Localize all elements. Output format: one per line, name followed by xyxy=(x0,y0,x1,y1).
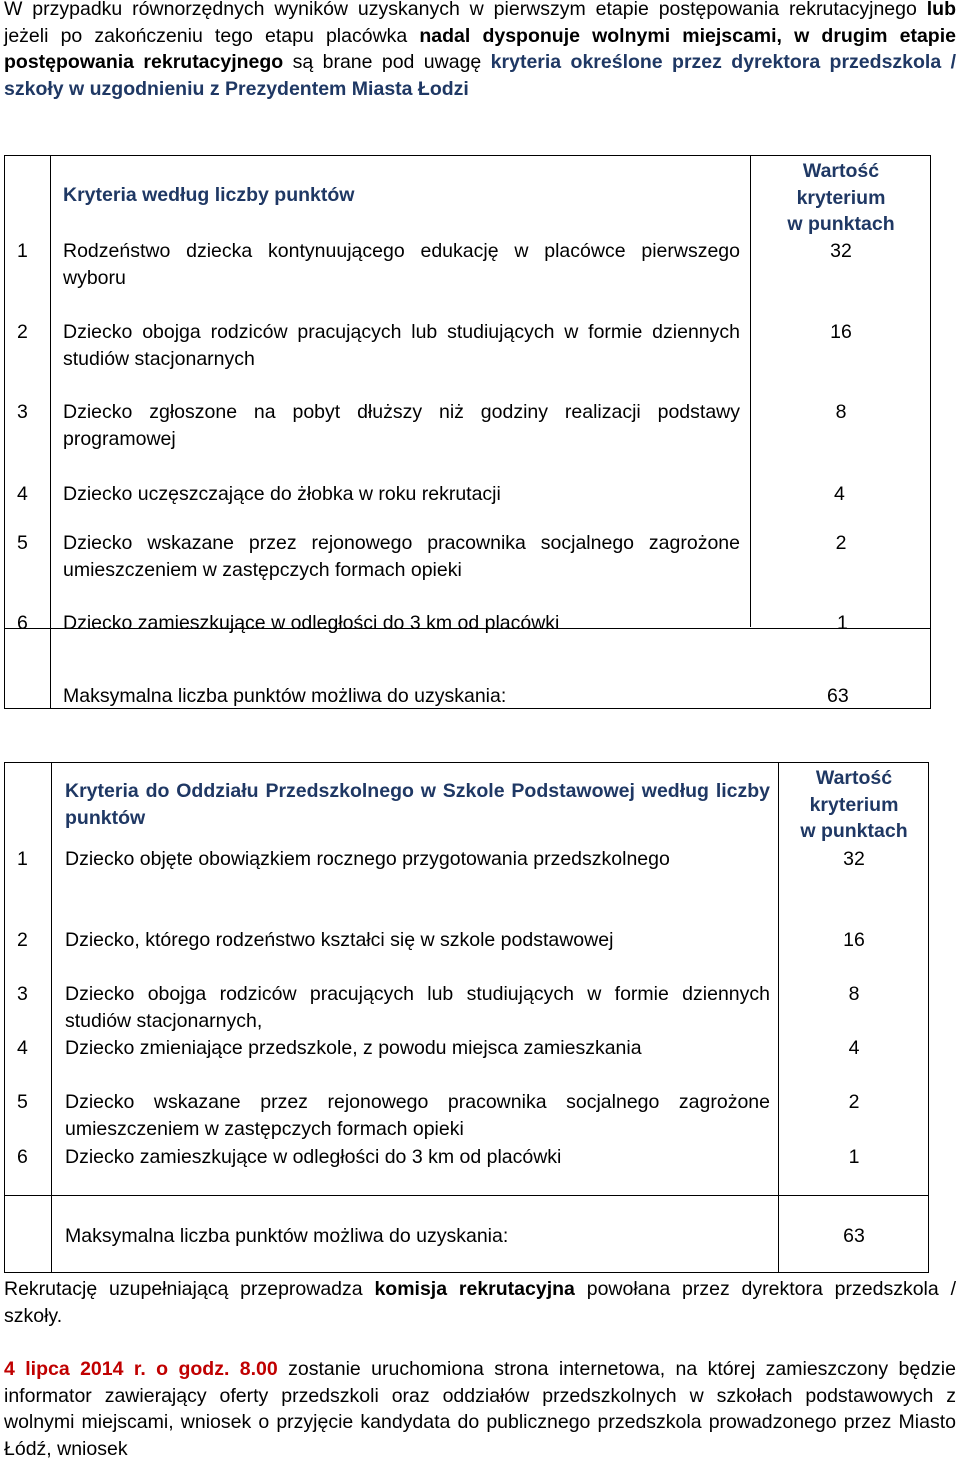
row-criterion: Dziecko zmieniające przedszkole, z powodu miejsca zamieszkania xyxy=(65,1037,642,1059)
row-criterion: Dziecko obojga rodziców pracujących lub studiujących w formie dziennych studiów stacjonarnych xyxy=(63,321,740,370)
value-header-line: Wartość xyxy=(802,160,880,182)
row-number: 1 xyxy=(17,240,28,262)
value-header-line: kryterium xyxy=(809,793,899,816)
table-divider xyxy=(5,1195,928,1196)
table2-header: Kryteria do Oddziału Przedszkolnego w Szkole Podstawowej według liczby punktów xyxy=(65,780,770,829)
row-number: 2 xyxy=(17,321,28,343)
row-criterion: Dziecko obojga rodziców pracujących lub studiujących w formie dziennych studiów stacjonarnych, xyxy=(65,983,770,1032)
intro-text-3: jeżeli po zakończeniu tego etapu placówka xyxy=(4,24,420,47)
row-criterion: Dziecko zamieszkujące w odległości do 3 km od placówki xyxy=(63,612,560,634)
intro-paragraph xyxy=(4,0,956,102)
max-points-value: 63 xyxy=(827,685,849,707)
value-header-line: kryterium xyxy=(796,186,886,209)
row-criterion: Dziecko objęte obowiązkiem rocznego przygotowania przedszkolnego xyxy=(65,848,670,870)
row-criterion: Dziecko, którego rodzeństwo kształci się w szkole podstawowej xyxy=(65,929,614,951)
row-number: 5 xyxy=(17,1091,28,1113)
row-number: 1 xyxy=(17,848,28,870)
row-points: 2 xyxy=(848,1091,860,1113)
row-points: 1 xyxy=(837,612,848,634)
value-header-line: w punktach xyxy=(800,820,908,842)
criteria-table-2 xyxy=(4,762,929,1273)
row-criterion: Dziecko zgłoszone na pobyt dłuższy niż godziny realizacji podstawy programowej xyxy=(63,401,740,450)
recruitment-commission-paragraph xyxy=(4,1276,956,1329)
row-points: 16 xyxy=(843,929,865,951)
commission-bold-text: komisja rekrutacyjna xyxy=(374,1278,575,1300)
row-points: 2 xyxy=(835,532,847,554)
criteria-table-1 xyxy=(4,155,931,709)
max-points-label: Maksymalna liczba punktów możliwa do uzyskania: xyxy=(65,1225,509,1247)
table1-value-header xyxy=(750,158,932,238)
launch-date: 4 lipca 2014 r. o godz. 8.00 xyxy=(4,1358,278,1380)
row-number: 2 xyxy=(17,929,28,951)
intro-text-5: są brane pod uwagę xyxy=(283,51,491,73)
row-number: 3 xyxy=(17,401,28,423)
row-points: 4 xyxy=(834,483,845,505)
row-number: 6 xyxy=(17,1146,28,1168)
max-points-label: Maksymalna liczba punktów możliwa do uzyskania: xyxy=(63,685,507,707)
row-number: 3 xyxy=(17,983,28,1005)
row-criterion: Dziecko wskazane przez rejonowego pracownika socjalnego zagrożone umieszczeniem w zastępczych formach opieki xyxy=(63,532,740,581)
row-points: 4 xyxy=(848,1037,860,1059)
row-criterion: Dziecko wskazane przez rejonowego pracownika socjalnego zagrożone umieszczeniem w zastępczych formach opieki xyxy=(65,1091,770,1140)
value-header-line: Wartość xyxy=(815,767,893,789)
max-points-value: 63 xyxy=(843,1225,865,1247)
row-points: 8 xyxy=(835,401,847,423)
website-launch-paragraph xyxy=(4,1356,956,1462)
intro-text-4: nadal dysponuje wolnymi miejscami, w drugim etapie postępowania rekrutacyjnego xyxy=(4,24,956,73)
intro-text-2: lub xyxy=(926,0,956,20)
table-divider xyxy=(50,156,51,708)
table2-value-header xyxy=(778,765,930,845)
row-criterion: Dziecko uczęszczające do żłobka w roku rekrutacji xyxy=(63,483,501,505)
row-number: 4 xyxy=(17,1037,28,1059)
row-number: 6 xyxy=(17,612,28,634)
row-number: 4 xyxy=(17,483,28,505)
row-number: 5 xyxy=(17,532,28,554)
footer-text: powołana przez dyrektora przedszkola / szkoły. xyxy=(4,1278,956,1327)
intro-text-1: W przypadku równorzędnych wyników uzyskanych w pierwszym etapie postępowania rekrutacyjnego xyxy=(4,0,927,20)
row-points: 32 xyxy=(830,240,852,262)
footer-text: zostanie uruchomiona strona internetowa, na której zamieszczony będzie informator zawierający oferty przedszkoli oraz oddziałów przedszkolnych w szkołach podstawowych z wolnymi miejscami, wniosek o przyjęcie kandydata do publicznego przedszkola prowadzonego przez Miasto Łódź, wniosek xyxy=(4,1358,956,1460)
value-header-line: w punktach xyxy=(787,213,895,235)
row-criterion: Dziecko zamieszkujące w odległości do 3 km od placówki xyxy=(65,1146,562,1168)
footer-text: Rekrutację uzupełniającą przeprowadza xyxy=(4,1278,375,1300)
row-points: 1 xyxy=(848,1146,860,1168)
intro-text-6: kryteria określone przez dyrektora przedszkola / szkoły w uzgodnieniu z Prezydentem Miasta Łodzi xyxy=(4,51,956,100)
table1-header: Kryteria według liczby punktów xyxy=(63,184,355,206)
row-criterion: Rodzeństwo dziecka kontynuującego edukację w placówce pierwszego wyboru xyxy=(63,240,740,289)
row-points: 16 xyxy=(830,321,852,343)
row-points: 32 xyxy=(843,848,865,870)
row-points: 8 xyxy=(848,983,860,1005)
